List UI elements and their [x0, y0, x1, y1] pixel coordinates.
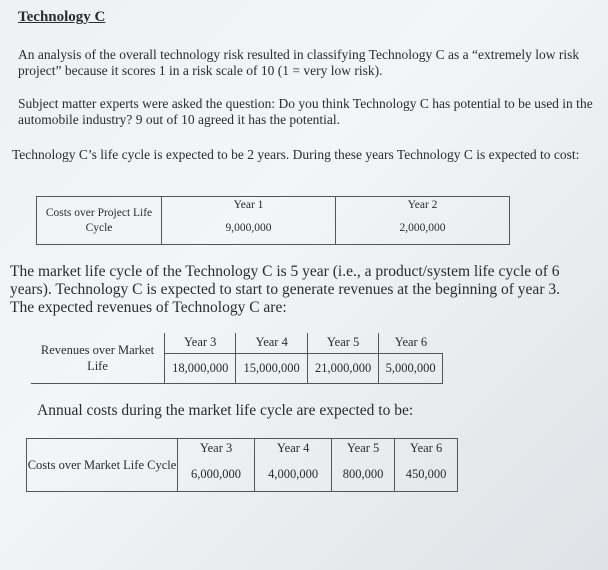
table3-header-year3: Year 3: [178, 439, 255, 459]
market-cost-row-label: Costs over Market Life Cycle: [27, 439, 178, 492]
table2-value-year3: 18,000,000: [165, 353, 236, 384]
table1-value-year1: 9,000,000: [162, 213, 336, 245]
document-title: Technology C: [18, 9, 106, 25]
table1-header-year2: Year 2: [336, 197, 510, 213]
table1-header-year1: Year 1: [162, 197, 336, 213]
annual-costs-paragraph: Annual costs during the market life cycle are expected to be:: [37, 402, 414, 419]
table2-header-year6: Year 6: [379, 333, 443, 353]
experts-paragraph: Subject matter experts were asked the question: Do you think Technology C has potential to be used in the automobile industry? 9 out of 10 agreed it has the potential.: [18, 96, 593, 127]
table3-header-year4: Year 4: [255, 439, 332, 459]
risk-paragraph: An analysis of the overall technology risk resulted in classifying Technology C as a “extremely low risk project” because it scores 1 in a risk scale of 10 (1 = very low risk).: [18, 47, 580, 78]
life-cycle-paragraph: Technology C’s life cycle is expected to be 2 years. During these years Technology C is expected to cost:: [12, 147, 580, 162]
table3-value-year5: 800,000: [332, 459, 395, 492]
table3-value-year6: 450,000: [395, 459, 458, 492]
table3-value-year3: 6,000,000: [178, 459, 255, 492]
project-cost-table: [36, 196, 510, 245]
table3-value-year4: 4,000,000: [255, 459, 332, 492]
table2-header-year3: Year 3: [165, 333, 236, 353]
market-cost-table: [26, 438, 458, 492]
revenue-table: [31, 333, 443, 384]
table2-value-year6: 5,000,000: [379, 353, 443, 384]
table2-header-year5: Year 5: [307, 333, 378, 353]
table2-value-year5: 21,000,000: [307, 353, 378, 384]
market-paragraph: The market life cycle of the Technology C is 5 year (i.e., a product/system life cycle of 6 years). Technology C is expected to start to generate revenues at the beginning of year 3. The expected revenues of Technology C are:: [10, 263, 560, 316]
table2-header-year4: Year 4: [236, 333, 307, 353]
table2-value-year4: 15,000,000: [236, 353, 307, 384]
revenue-row-label: Revenues over Market Life: [31, 333, 165, 384]
project-cost-row-label: Costs over Project Life Cycle: [37, 197, 162, 245]
table3-header-year6: Year 6: [395, 439, 458, 459]
table3-header-year5: Year 5: [332, 439, 395, 459]
table1-value-year2: 2,000,000: [336, 213, 510, 245]
